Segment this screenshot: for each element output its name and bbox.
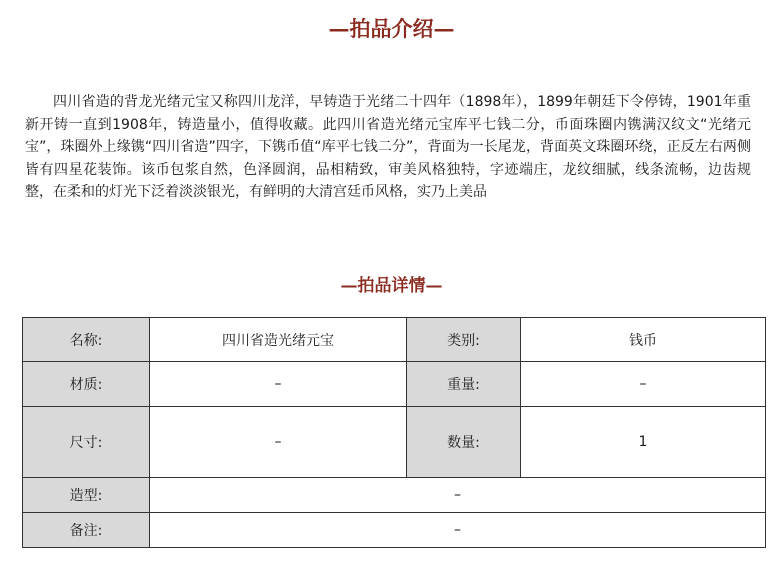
intro-heading: —拍品介绍—: [328, 16, 455, 41]
size-value: –: [150, 407, 407, 478]
name-value: 四川省造光绪元宝: [150, 318, 407, 362]
details-heading: —拍品详情—: [340, 276, 443, 296]
material-label: 材质:: [23, 362, 150, 407]
weight-label: 重量:: [407, 362, 521, 407]
material-value: –: [150, 362, 407, 407]
size-label: 尺寸:: [23, 407, 150, 478]
table-row: [23, 478, 766, 513]
name-label: 名称:: [23, 318, 150, 362]
category-label: 类别:: [407, 318, 521, 362]
quantity-value: 1: [521, 407, 766, 478]
quantity-label: 数量:: [407, 407, 521, 478]
note-value: –: [150, 513, 766, 548]
table-row: [23, 362, 766, 407]
intro-paragraph: 四川省造的背龙光绪元宝又称四川龙洋，早铸造于光绪二十四年（1898年），1899年朝廷下令停铸，1901年重新开铸一直到1908年，铸造量小，值得收藏。此四川省造光绪元宝库平七钱二分，币面珠圈内镌满汉纹文“光绪元宝”，珠圈外上缘镌“四川省造”四字，下镌币值“库平七钱二分”，背面为一长尾龙，背面英文珠圈环绕，正反左右两侧皆有四星花装饰。该币包浆自然，色泽圆润，品相精致，审美风格独特，字迹端庄，龙纹细腻，线条流畅，边齿规整，在柔和的灯光下泛着淡淡银光，有鲜明的大清宫廷币风格，实乃上美品: [25, 94, 751, 201]
category-value: 钱币: [521, 318, 766, 362]
table-row: [23, 513, 766, 548]
shape-value: –: [150, 478, 766, 513]
details-table: [22, 317, 766, 548]
table-row: [23, 318, 766, 362]
table-row: [23, 407, 766, 478]
weight-value: –: [521, 362, 766, 407]
shape-label: 造型:: [23, 478, 150, 513]
note-label: 备注:: [23, 513, 150, 548]
